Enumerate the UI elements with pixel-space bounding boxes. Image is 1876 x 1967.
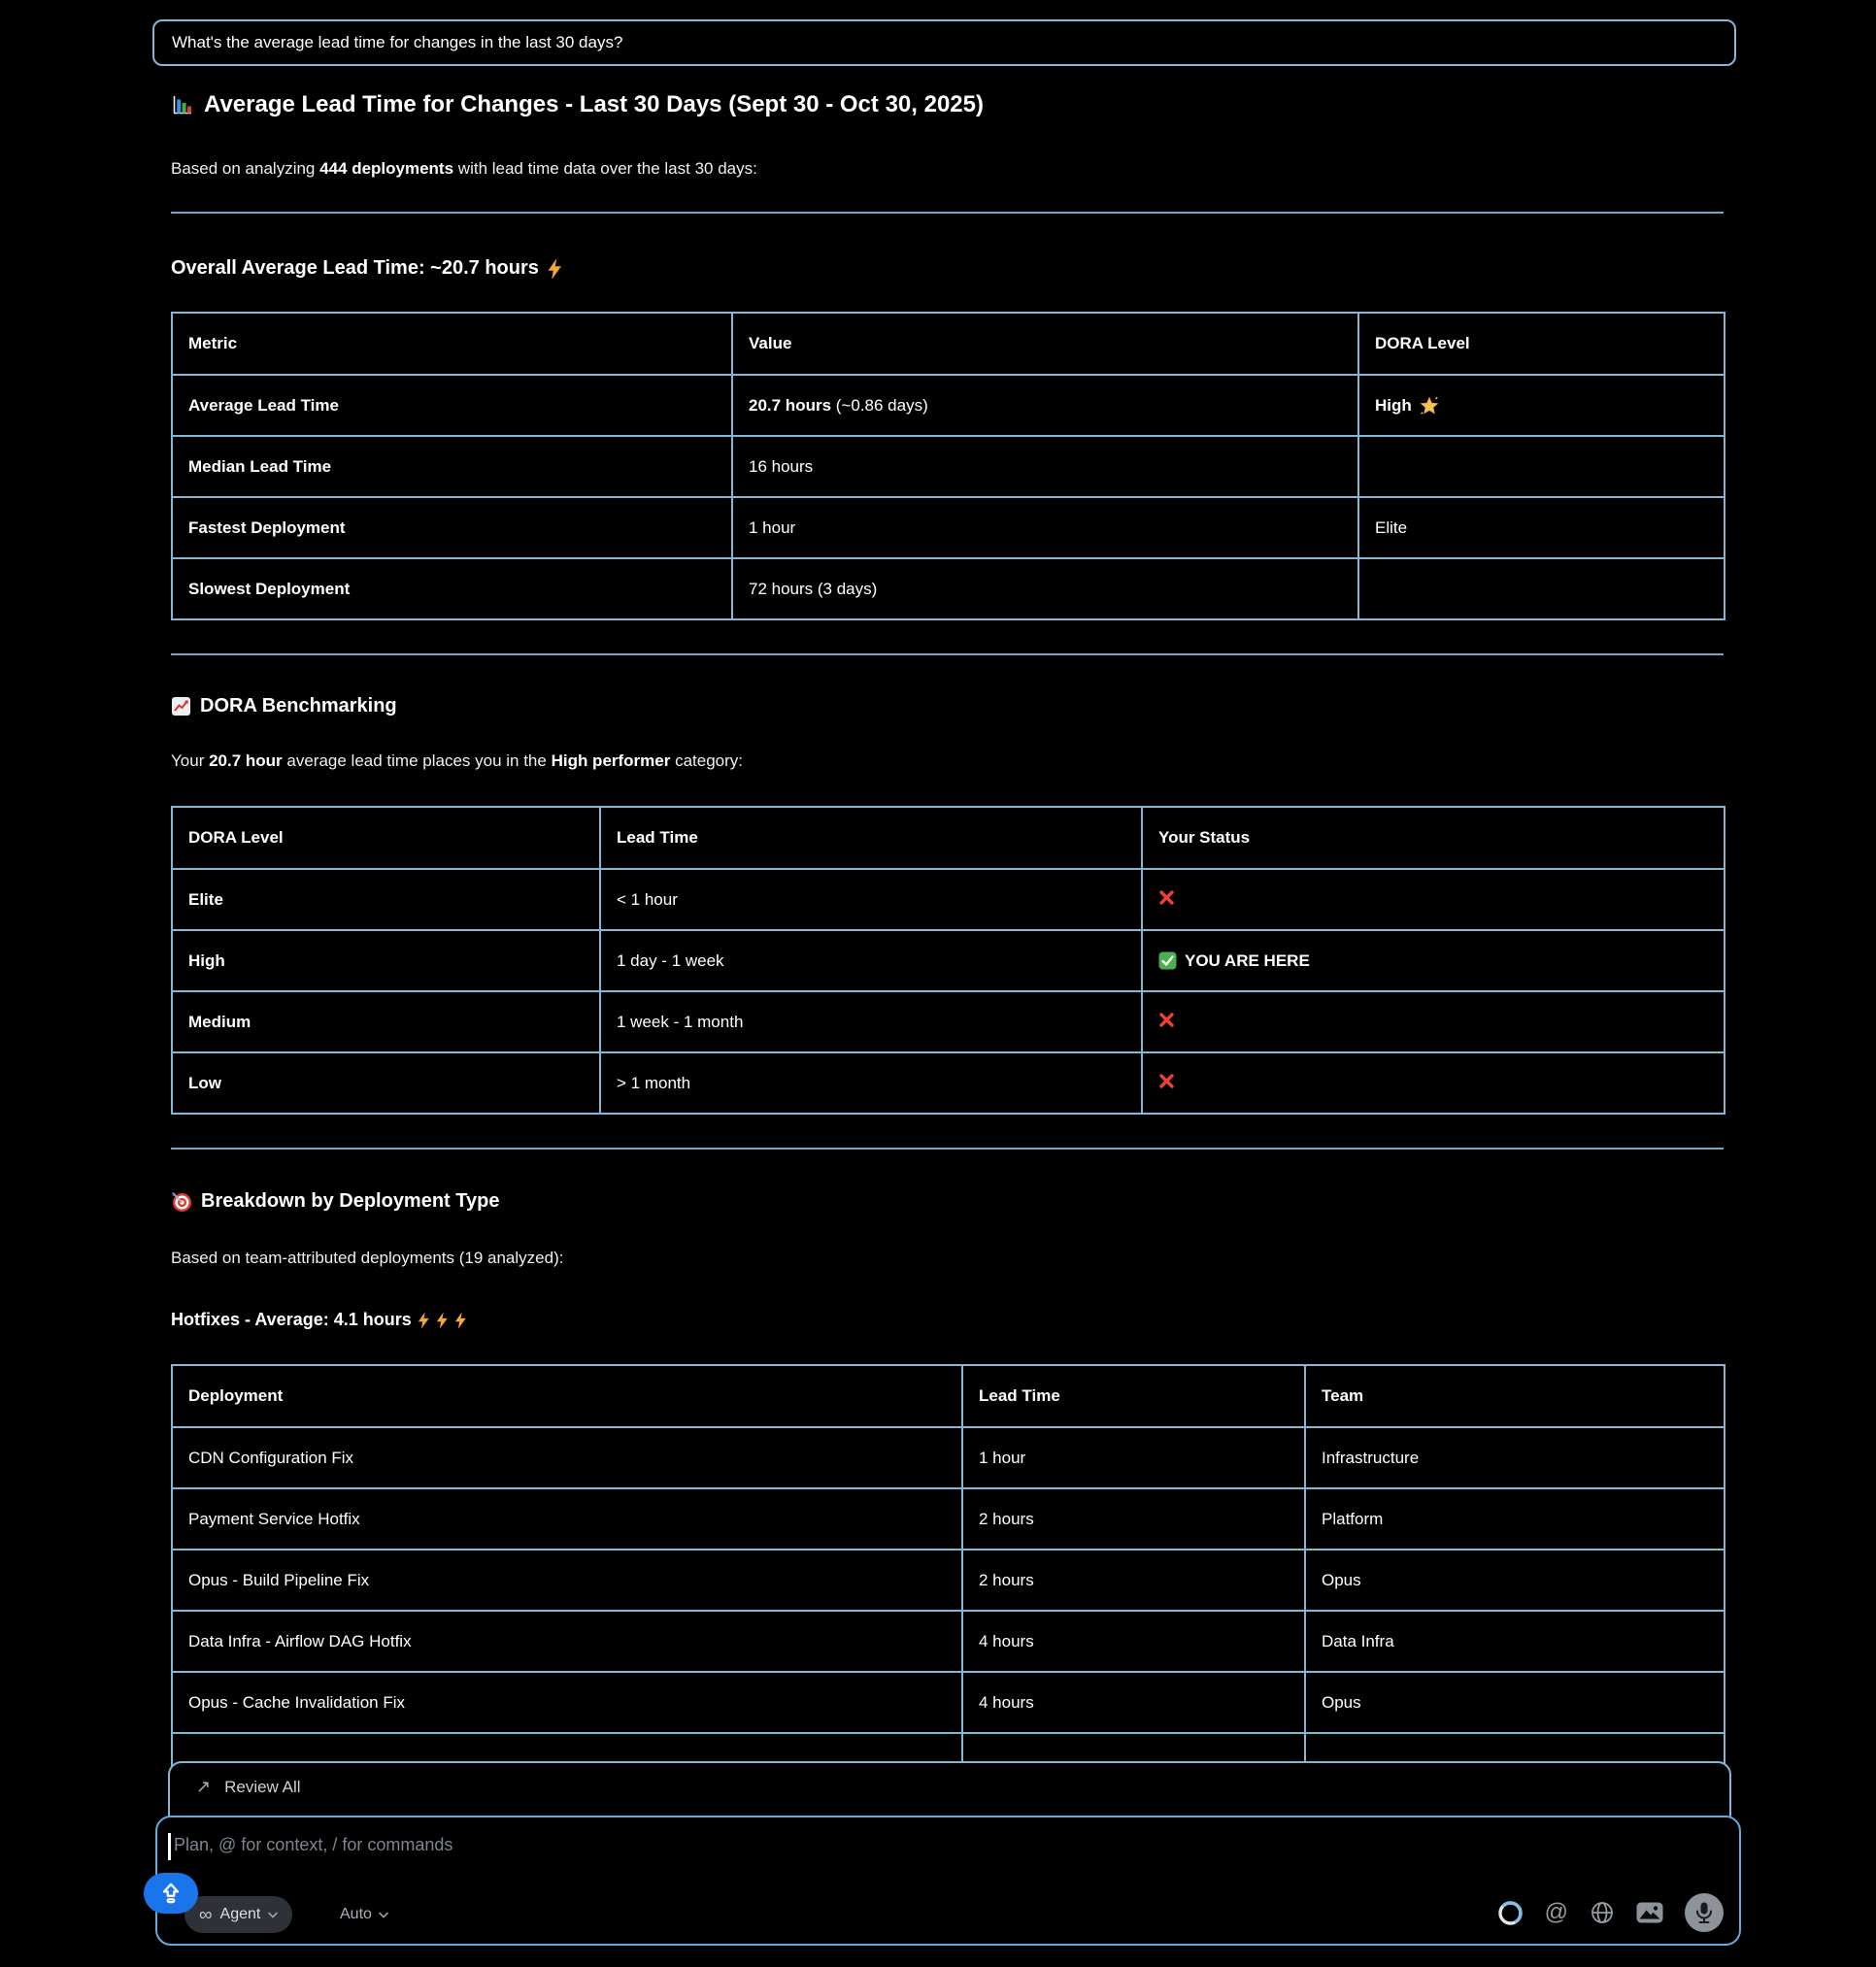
deployment-cell: Data Infra - Airflow DAG Hotfix bbox=[172, 1611, 962, 1672]
text-segment: average lead time places you in the bbox=[282, 751, 552, 770]
leadtime-cell: > 1 month bbox=[600, 1052, 1142, 1114]
benchmarking-intro bbox=[171, 750, 743, 772]
arrow-up-right-icon: ↗ bbox=[196, 1777, 212, 1797]
deployment-cell: CDN Configuration Fix bbox=[172, 1427, 962, 1488]
section-divider bbox=[171, 1148, 1724, 1150]
team-cell: Opus bbox=[1305, 1672, 1725, 1733]
text-segment: category: bbox=[670, 751, 744, 770]
message-input[interactable] bbox=[174, 1830, 854, 1859]
image-attach-icon[interactable] bbox=[1636, 1902, 1663, 1923]
benchmarking-heading-text: DORA Benchmarking bbox=[200, 695, 397, 717]
dora-level-cell bbox=[1358, 436, 1725, 497]
table-row bbox=[172, 991, 1725, 1052]
model-label: Auto bbox=[340, 1906, 372, 1922]
infinity-icon: ∞ bbox=[199, 1904, 213, 1925]
value-bold: 20.7 hours bbox=[749, 395, 832, 415]
status-cell bbox=[1142, 869, 1725, 930]
leadtime-cell: < 1 hour bbox=[600, 869, 1142, 930]
page-title bbox=[171, 91, 984, 118]
table-header-row bbox=[172, 1365, 1725, 1427]
table-header-row bbox=[172, 313, 1725, 375]
lightning-icon bbox=[454, 1312, 467, 1329]
intro-text bbox=[171, 157, 757, 180]
level-cell: Medium bbox=[172, 991, 600, 1052]
composer bbox=[155, 1816, 1741, 1946]
status-cell bbox=[1142, 930, 1725, 991]
cross-mark-icon bbox=[1158, 1012, 1175, 1028]
col-header: Metric bbox=[172, 313, 732, 375]
glowing-star-icon bbox=[1420, 396, 1439, 416]
globe-icon[interactable] bbox=[1590, 1900, 1615, 1925]
breakdown-intro: Based on team-attributed deployments (19 analyzed): bbox=[171, 1249, 564, 1267]
dart-target-icon bbox=[171, 1191, 192, 1213]
col-header: Lead Time bbox=[600, 807, 1142, 869]
text-bold: 20.7 hour bbox=[209, 751, 283, 770]
table-row bbox=[172, 558, 1725, 619]
status-cell bbox=[1142, 991, 1725, 1052]
upload-button[interactable] bbox=[144, 1873, 198, 1914]
agent-mode-selector[interactable] bbox=[184, 1896, 292, 1933]
cross-mark-icon bbox=[1158, 889, 1175, 906]
breakdown-heading-text: Breakdown by Deployment Type bbox=[201, 1190, 500, 1212]
col-header: Lead Time bbox=[962, 1365, 1305, 1427]
dora-level-cell: Elite bbox=[1358, 497, 1725, 558]
col-header: DORA Level bbox=[172, 807, 600, 869]
model-selector[interactable] bbox=[340, 1896, 388, 1933]
status-text: YOU ARE HERE bbox=[1185, 950, 1310, 970]
dora-level-cell bbox=[1358, 375, 1725, 436]
table-row bbox=[172, 1672, 1725, 1733]
table-row bbox=[172, 1052, 1725, 1114]
table-row bbox=[172, 1488, 1725, 1550]
team-cell: Data Infra bbox=[1305, 1611, 1725, 1672]
user-message bbox=[152, 19, 1736, 66]
bar-chart-icon bbox=[171, 93, 194, 117]
section-divider bbox=[171, 653, 1724, 655]
dora-level-cell bbox=[1358, 558, 1725, 619]
deployment-cell: Payment Service Hotfix bbox=[172, 1488, 962, 1550]
col-header: Your Status bbox=[1142, 807, 1725, 869]
review-all-label: Review All bbox=[224, 1777, 301, 1796]
section-divider bbox=[171, 212, 1724, 214]
text-segment: Your bbox=[171, 751, 210, 770]
check-mark-icon bbox=[1158, 951, 1177, 970]
page-title-text: Average Lead Time for Changes - Last 30 Days (Sept 30 - Oct 30, 2025) bbox=[204, 91, 984, 117]
table-row bbox=[172, 497, 1725, 558]
text-caret bbox=[168, 1833, 171, 1860]
dora-level-text: High bbox=[1375, 395, 1412, 415]
benchmark-table bbox=[171, 806, 1725, 1115]
cross-mark-icon bbox=[1158, 1073, 1175, 1089]
leadtime-cell: 2 hours bbox=[962, 1488, 1305, 1550]
value-cell: 72 hours (3 days) bbox=[732, 558, 1358, 619]
value-rest: (~0.86 days) bbox=[831, 395, 928, 415]
table-header-row bbox=[172, 807, 1725, 869]
status-cell bbox=[1142, 1052, 1725, 1114]
leadtime-cell: 1 day - 1 week bbox=[600, 930, 1142, 991]
table-row bbox=[172, 1427, 1725, 1488]
benchmarking-heading bbox=[171, 695, 397, 717]
at-mention-icon[interactable]: @ bbox=[1544, 1899, 1568, 1925]
metric-cell: Slowest Deployment bbox=[172, 558, 732, 619]
lightning-icon bbox=[548, 259, 562, 279]
review-all-button[interactable] bbox=[196, 1777, 301, 1797]
leadtime-cell: 4 hours bbox=[962, 1672, 1305, 1733]
col-header: Deployment bbox=[172, 1365, 962, 1427]
value-cell: 16 hours bbox=[732, 436, 1358, 497]
chevron-down-icon bbox=[268, 1912, 278, 1918]
hotfixes-heading-text: Hotfixes - Average: 4.1 hours bbox=[171, 1310, 412, 1329]
hotfixes-heading bbox=[171, 1310, 467, 1330]
metric-cell: Median Lead Time bbox=[172, 436, 732, 497]
composer-toolbar bbox=[1497, 1893, 1724, 1932]
chart-increasing-icon bbox=[171, 696, 191, 717]
team-cell: Infrastructure bbox=[1305, 1427, 1725, 1488]
table-row bbox=[172, 1550, 1725, 1611]
usage-ring-indicator bbox=[1497, 1900, 1524, 1926]
col-header: Value bbox=[732, 313, 1358, 375]
deployment-cell: Opus - Cache Invalidation Fix bbox=[172, 1672, 962, 1733]
table-row bbox=[172, 930, 1725, 991]
leadtime-cell: 2 hours bbox=[962, 1550, 1305, 1611]
deployment-cell: Opus - Build Pipeline Fix bbox=[172, 1550, 962, 1611]
level-cell: High bbox=[172, 930, 600, 991]
upload-arrow-icon bbox=[158, 1881, 184, 1906]
agent-mode-label: Agent bbox=[219, 1906, 261, 1922]
hotfixes-table bbox=[171, 1364, 1725, 1795]
table-row bbox=[172, 869, 1725, 930]
col-header: DORA Level bbox=[1358, 313, 1725, 375]
table-row bbox=[172, 1611, 1725, 1672]
level-cell: Low bbox=[172, 1052, 600, 1114]
chevron-down-icon bbox=[379, 1912, 388, 1918]
value-cell bbox=[732, 375, 1358, 436]
table-row bbox=[172, 375, 1725, 436]
col-header: Team bbox=[1305, 1365, 1725, 1427]
lightning-icon bbox=[436, 1312, 449, 1329]
leadtime-cell: 4 hours bbox=[962, 1611, 1305, 1672]
intro-bold: 444 deployments bbox=[319, 159, 454, 178]
team-cell: Platform bbox=[1305, 1488, 1725, 1550]
breakdown-heading bbox=[171, 1190, 499, 1213]
overall-heading bbox=[171, 257, 562, 280]
metric-cell: Average Lead Time bbox=[172, 375, 732, 436]
user-message-text: What's the average lead time for changes in the last 30 days? bbox=[172, 33, 623, 51]
value-cell: 1 hour bbox=[732, 497, 1358, 558]
intro-pre: Based on analyzing bbox=[171, 159, 320, 178]
microphone-button[interactable] bbox=[1685, 1893, 1724, 1932]
team-cell: Opus bbox=[1305, 1550, 1725, 1611]
intro-post: with lead time data over the last 30 days: bbox=[453, 159, 757, 178]
text-bold: High performer bbox=[551, 751, 671, 770]
leadtime-cell: 1 hour bbox=[962, 1427, 1305, 1488]
table-row bbox=[172, 436, 1725, 497]
metric-cell: Fastest Deployment bbox=[172, 497, 732, 558]
leadtime-cell: 1 week - 1 month bbox=[600, 991, 1142, 1052]
metrics-table bbox=[171, 312, 1725, 620]
level-cell: Elite bbox=[172, 869, 600, 930]
overall-heading-text: Overall Average Lead Time: ~20.7 hours bbox=[171, 257, 539, 279]
lightning-icon bbox=[418, 1312, 430, 1329]
